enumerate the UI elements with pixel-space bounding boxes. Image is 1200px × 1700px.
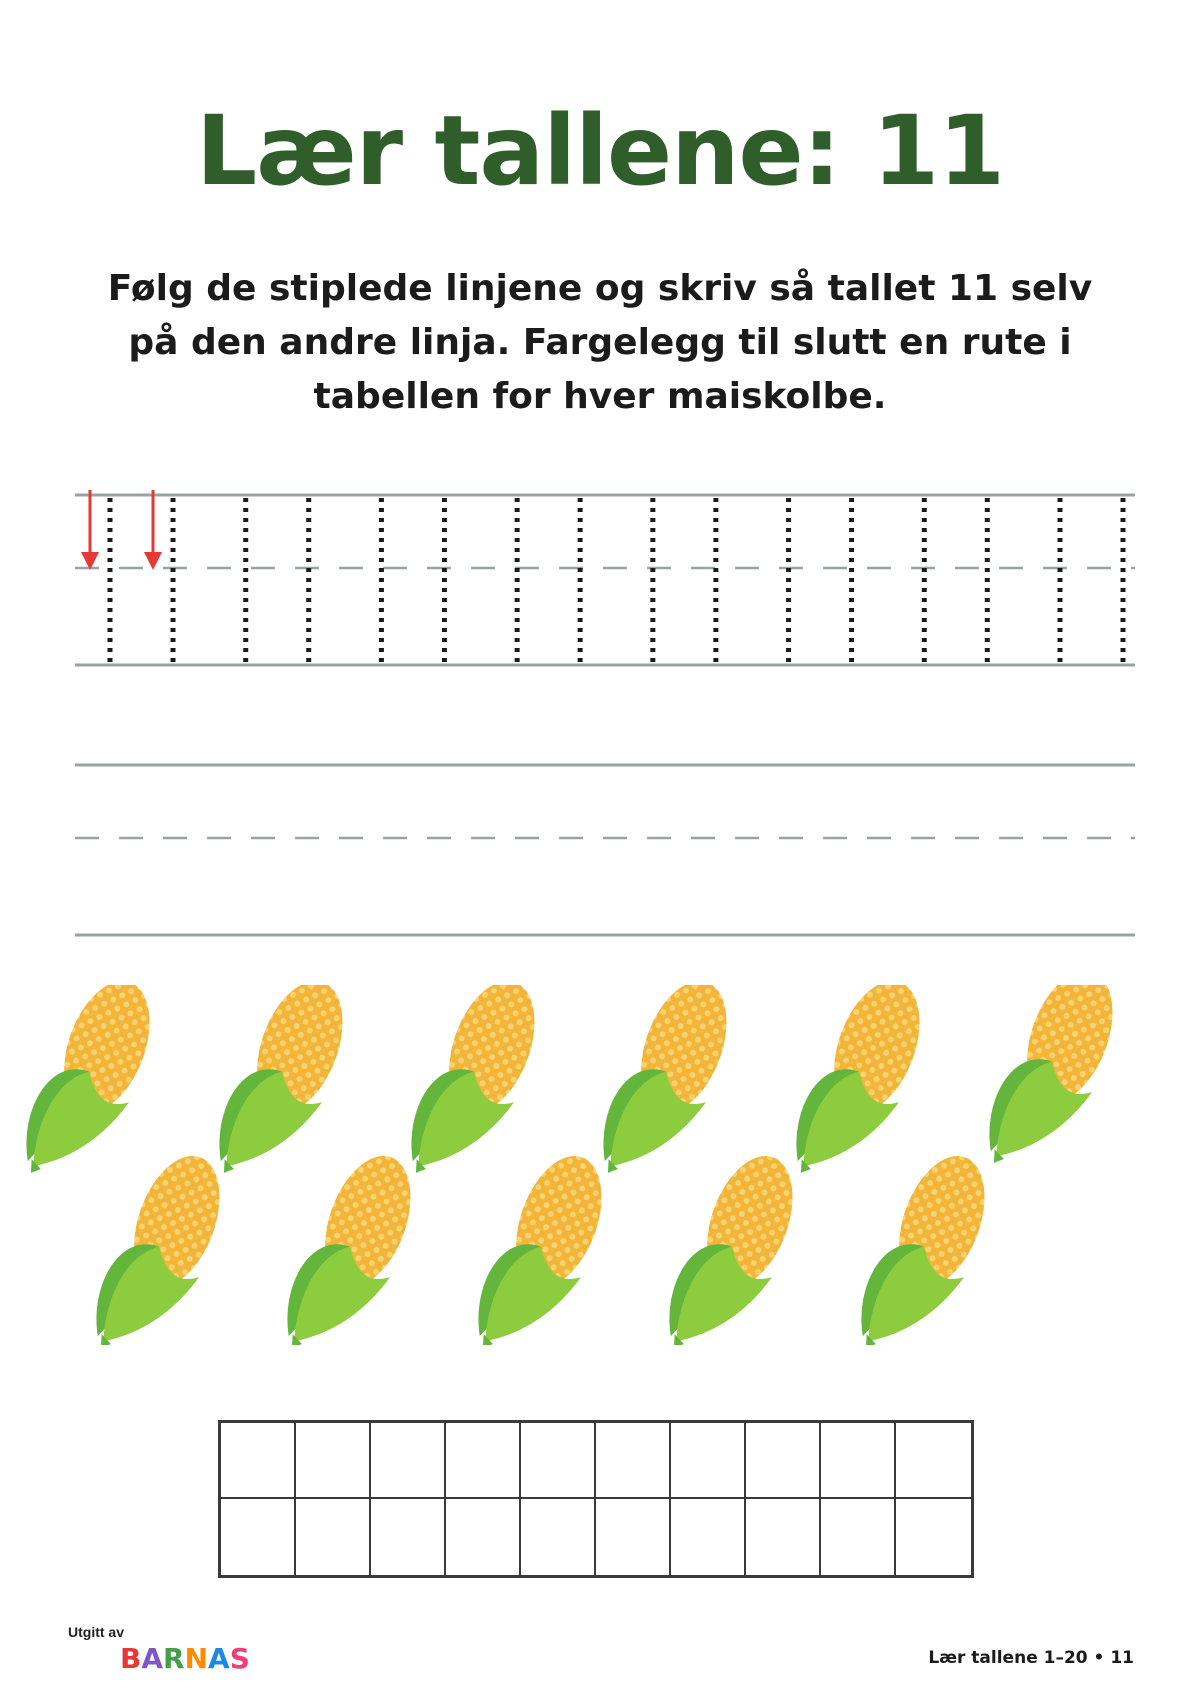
corn-cob-icon [205,985,361,1196]
page-reference: Lær tallene 1–20 • 11 [928,1648,1134,1668]
corn-cob-icon [589,985,745,1196]
logo-letter: B [120,1642,142,1675]
tally-cell[interactable] [671,1423,746,1499]
tally-cell[interactable] [446,1499,521,1575]
logo-letter: A [141,1642,164,1675]
tally-cell[interactable] [596,1423,671,1499]
tally-cell[interactable] [671,1499,746,1575]
tally-cell[interactable] [746,1499,821,1575]
tally-cell[interactable] [221,1499,296,1575]
logo-letter: N [184,1642,209,1675]
tally-cell[interactable] [221,1423,296,1499]
instructions-text: Følg de stiplede linjene og skriv så tallet 11 selv på den andre linja. Fargelegg til slutt en rute i tabellen for hver maiskolbe. [107,268,1093,417]
corn-cob-icon [655,1141,811,1345]
corn-cob-icon [847,1141,1003,1345]
corn-cob-icon [12,985,168,1196]
tally-cell[interactable] [296,1423,371,1499]
tally-cell[interactable] [371,1423,446,1499]
publisher-prefix: Utgitt av [68,1624,124,1640]
corn-illustration-area [0,985,1200,1345]
page-title: Lær tallene: 11 [196,95,1004,207]
corn-cob-icon [273,1141,429,1345]
tally-cell[interactable] [896,1499,971,1575]
logo-letter: A [208,1642,230,1675]
corn-cob-icon [782,985,938,1196]
tracing-area [0,470,1200,980]
tally-cell[interactable] [896,1423,971,1499]
logo-letter: S [229,1642,250,1675]
tally-table[interactable] [218,1420,974,1578]
arrow-head-icon [144,552,162,570]
corn-cob-icon [397,985,553,1196]
publisher-logo [68,1620,278,1680]
tally-cell[interactable] [521,1423,596,1499]
tally-cell[interactable] [296,1499,371,1575]
tally-cell[interactable] [596,1499,671,1575]
tally-cell[interactable] [821,1499,896,1575]
logo-letter: R [163,1642,185,1675]
publisher-logo-text [120,1642,250,1675]
tally-cell[interactable] [821,1423,896,1499]
corn-cob-icon [975,985,1131,1186]
tally-cell[interactable] [446,1423,521,1499]
corn-cob-icon [82,1141,238,1345]
tally-cell[interactable] [746,1423,821,1499]
corn-cob-icon [464,1141,620,1345]
tally-cell[interactable] [521,1499,596,1575]
tally-cell[interactable] [371,1499,446,1575]
